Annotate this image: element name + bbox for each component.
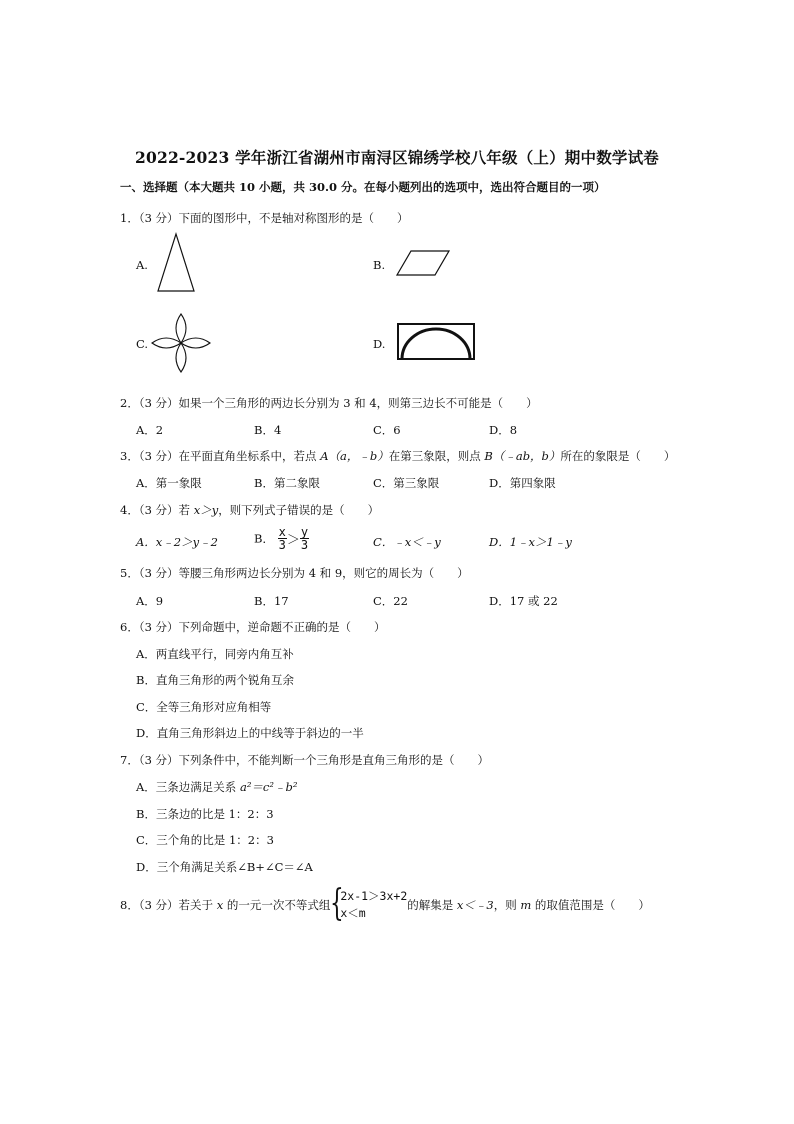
solution-set: x＜﹣3	[456, 898, 494, 912]
fraction-x-over-3	[278, 526, 287, 551]
fraction-x-denominator: 3	[278, 538, 286, 552]
question-7-option-d: D．三个角满足关系∠B+∠C＝∠A	[136, 860, 313, 874]
four-petal-flower-figure	[150, 312, 212, 374]
pythagorean-relation: a²＝c²﹣b²	[239, 780, 298, 794]
semicircle-in-rectangle-figure	[396, 322, 476, 362]
question-7-option-a	[136, 779, 297, 795]
question-7-option-a-label: A．三条边满足关系	[136, 780, 240, 794]
question-5-stem: 5．（3 分）等腰三角形两边长分别为 4 和 9，则它的周长为（ ）	[120, 566, 469, 580]
variable-m: m	[520, 898, 532, 912]
question-8-stem-part-3: 的解集是	[407, 898, 457, 912]
question-3-option-a: A．第一象限	[136, 476, 202, 490]
inequality-line-1: 2x-1＞3x+2	[340, 889, 408, 903]
question-1-stem: 1．（3 分）下面的图形中，不是轴对称图形的是（ ）	[120, 211, 409, 225]
question-3-option-d: D．第四象限	[489, 476, 556, 490]
question-6-option-d: D．直角三角形斜边上的中线等于斜边的一半	[136, 726, 364, 740]
variable-x: x	[216, 898, 224, 912]
fraction-y-numerator: y	[300, 525, 309, 539]
question-3-stem	[120, 448, 675, 464]
question-8-stem-part-5: 的取值范围是（ ）	[531, 898, 650, 912]
left-brace-icon: {	[330, 883, 345, 924]
inequality-system	[330, 883, 408, 924]
question-2-stem: 2．（3 分）如果一个三角形的两边长分别为 3 和 4，则第三边长不可能是（ ）	[120, 396, 538, 410]
question-2-option-c: C．6	[373, 423, 401, 437]
question-2-option-d: D．8	[489, 423, 518, 437]
exam-title: 2022-2023 学年浙江省湖州市南浔区锦绣学校八年级（上）期中数学试卷	[134, 148, 659, 167]
question-4-option-a: A．x﹣2＞y﹣2	[136, 535, 218, 549]
question-5-option-a: A．9	[136, 594, 164, 608]
question-6-option-a: A．两直线平行，同旁内角互补	[136, 647, 294, 661]
question-4-condition: x＞y	[193, 503, 219, 517]
question-8-stem-part-2: 的一元一次不等式组	[223, 898, 331, 912]
question-4-stem	[120, 502, 379, 518]
parallelogram-figure	[395, 249, 451, 277]
question-4-stem-part-2: ，则下列式子错误的是（ ）	[218, 503, 380, 517]
question-1-option-a: A.	[136, 258, 148, 272]
question-3-stem-part-2: 在第三象限，则点	[388, 449, 485, 463]
question-2-option-a: A．2	[136, 423, 164, 437]
question-3-stem-part-1: 3．（3 分）在平面直角坐标系中，若点	[120, 449, 321, 463]
triangle-figure	[156, 232, 196, 294]
question-5-option-b: B．17	[254, 594, 289, 608]
question-6-option-c: C．全等三角形对应角相等	[136, 700, 272, 714]
question-8-stem-part-1: 8．（3 分）若关于	[120, 898, 217, 912]
question-2-option-b: B．4	[254, 423, 282, 437]
question-4-option-b	[254, 526, 309, 551]
fraction-x-numerator: x	[278, 525, 286, 539]
question-8-stem	[120, 883, 650, 924]
question-3-stem-part-3: 所在的象限是（ ）	[560, 449, 676, 463]
point-a: A（a，﹣b）	[320, 449, 389, 463]
question-6-option-b: B．直角三角形的两个锐角互余	[136, 673, 294, 687]
question-4-option-b-label: B．	[254, 531, 274, 546]
inequality-line-2: x＜m	[340, 906, 366, 920]
section-heading: 一、选择题（本大题共 10 小题，共 30.0 分。在每小题列出的选项中，选出符合题目的一项）	[120, 180, 606, 194]
question-5-option-c: C．22	[373, 594, 408, 608]
question-3-option-b: B．第二象限	[254, 476, 320, 490]
question-4-stem-part-1: 4．（3 分）若	[120, 503, 194, 517]
question-7-stem: 7．（3 分）下列条件中，不能判断一个三角形是直角三角形的是（ ）	[120, 753, 490, 767]
question-1-option-b: B.	[373, 258, 386, 272]
fraction-y-over-3	[300, 526, 309, 551]
question-5-option-d: D．17 或 22	[489, 594, 558, 608]
fraction-y-denominator: 3	[300, 538, 309, 552]
point-b: B（﹣ab，b）	[484, 449, 561, 463]
question-4-option-d: D．1﹣x＞1﹣y	[489, 535, 572, 549]
question-1-option-c: C.	[136, 337, 149, 351]
question-7-option-c: C．三个角的比是 1：2：3	[136, 833, 274, 847]
question-4-option-c: C．﹣x＜﹣y	[373, 535, 441, 549]
question-3-option-c: C．第三象限	[373, 476, 440, 490]
question-7-option-b: B．三条边的比是 1：2：3	[136, 807, 274, 821]
question-6-stem: 6．（3 分）下列命题中，逆命题不正确的是（ ）	[120, 620, 386, 634]
question-1-option-d: D.	[373, 337, 386, 351]
question-8-stem-part-4: ，则	[493, 898, 521, 912]
greater-than-sign: ＞	[286, 533, 300, 548]
